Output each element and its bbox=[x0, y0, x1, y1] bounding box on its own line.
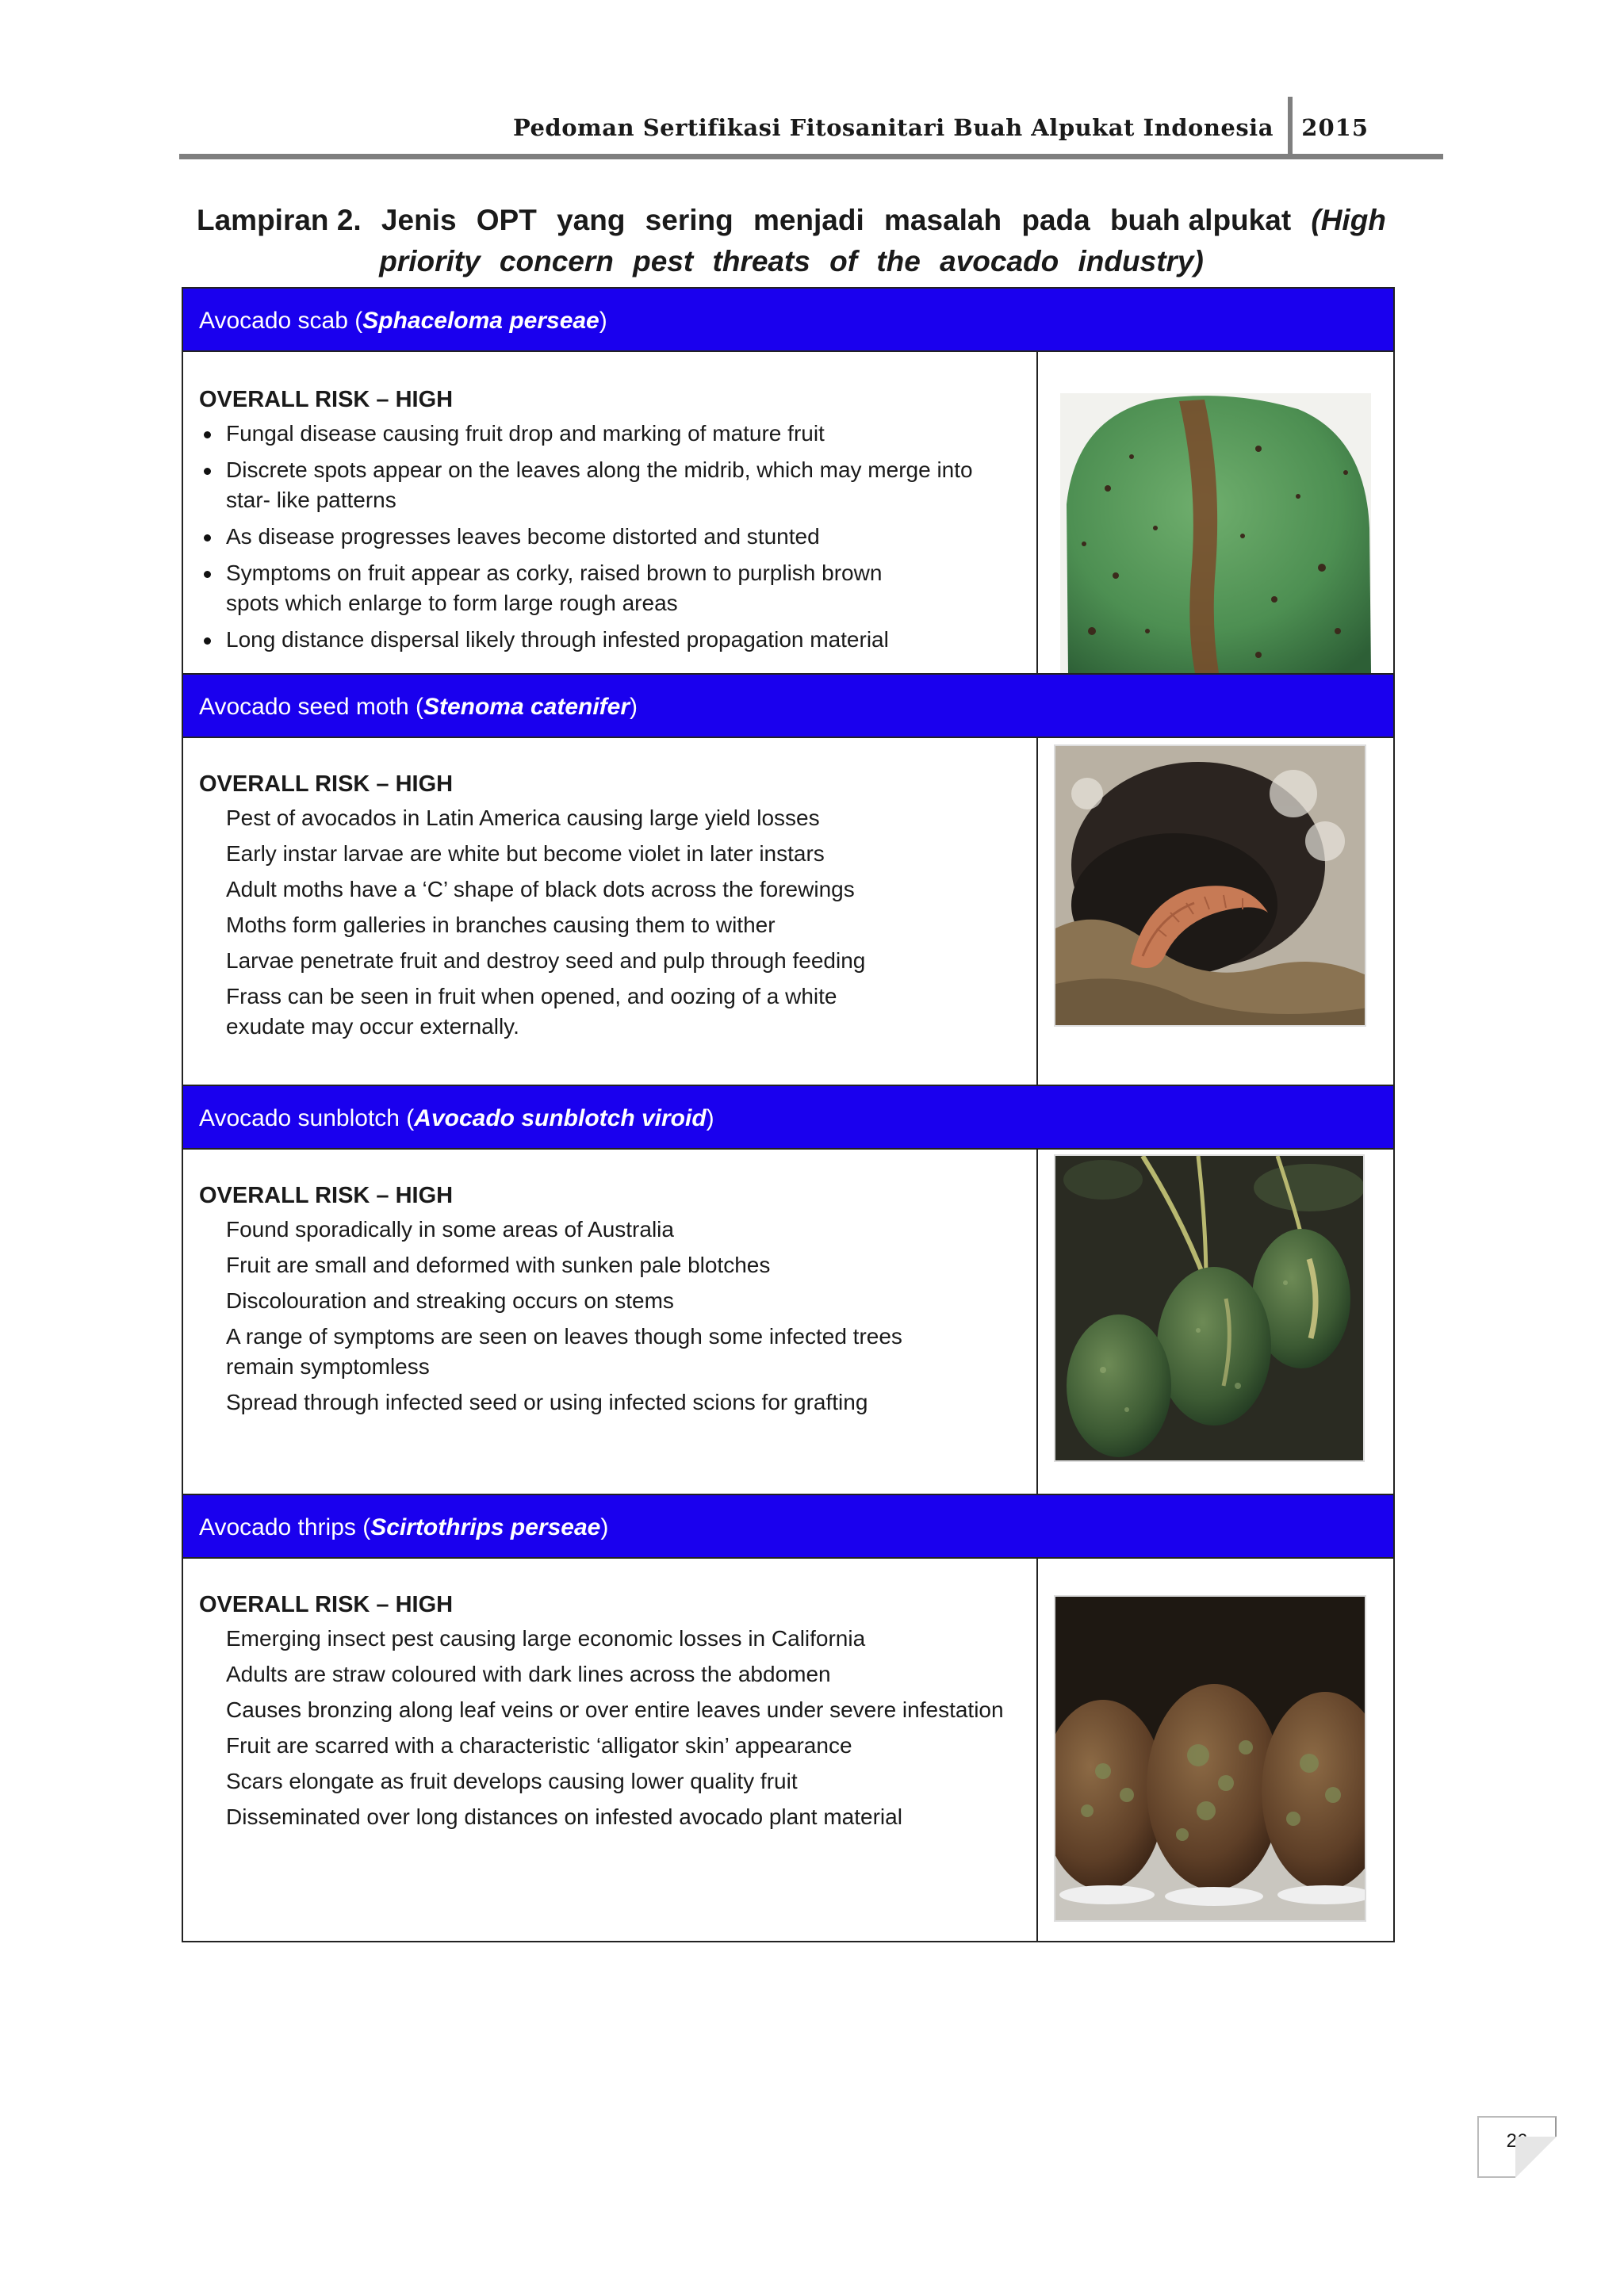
running-header bbox=[179, 97, 1443, 160]
pest-row-avocado-thrips bbox=[183, 1559, 1393, 1941]
pest-name-close: ) bbox=[706, 1105, 714, 1131]
heading-word: masalah bbox=[884, 204, 1002, 236]
pest-scientific-name: Sphaceloma perseae bbox=[362, 308, 599, 334]
pest-common-name: Avocado sunblotch ( bbox=[199, 1105, 415, 1131]
list-item: Frass can be seen in fruit when opened, and oozing of a white exudate may occur externally. bbox=[226, 984, 837, 1039]
pest-name-close: ) bbox=[600, 1514, 609, 1540]
pest-common-name: Avocado thrips ( bbox=[199, 1514, 371, 1540]
pest-photo-cell bbox=[1038, 352, 1393, 673]
heading-word: OPT bbox=[476, 204, 537, 236]
document-year: 2015 bbox=[1301, 114, 1369, 141]
list-item: Discrete spots appear on the leaves along the midrib, which may merge into star- like patterns bbox=[199, 455, 987, 515]
pest-description bbox=[183, 1559, 1038, 1941]
pest-photo-cell bbox=[1038, 738, 1393, 1085]
heading-word: menjadi bbox=[753, 204, 864, 236]
pest-header-avocado-seed-moth bbox=[183, 673, 1393, 738]
heading-word: buah alpukat bbox=[1109, 204, 1292, 236]
document-title: Pedoman Sertifikasi Fitosanitari Buah Alpukat Indonesia bbox=[512, 114, 1274, 141]
pest-table bbox=[182, 287, 1395, 1942]
pest-description bbox=[183, 738, 1038, 1085]
list-item: Adults are straw coloured with dark lines across the abdomen bbox=[226, 1662, 831, 1686]
pest-description bbox=[183, 1150, 1038, 1494]
pest-row-avocado-seed-moth bbox=[183, 738, 1393, 1085]
list-item: Long distance dispersal likely through infested propagation material bbox=[199, 625, 987, 655]
pest-scientific-name: Scirtothrips perseae bbox=[370, 1514, 601, 1540]
list-item: Adult moths have a ‘C’ shape of black dots across the forewings bbox=[226, 877, 855, 901]
appendix-heading-line2: priority concern pest threats of the avocado industry) bbox=[379, 245, 1204, 277]
pest-common-name: Avocado scab ( bbox=[199, 308, 363, 334]
heading-word: (High bbox=[1311, 204, 1386, 236]
risk-level: OVERALL RISK – HIGH bbox=[199, 771, 454, 797]
list-item: As disease progresses leaves become distorted and stunted bbox=[199, 522, 987, 552]
heading-word: pada bbox=[1021, 204, 1090, 236]
list-item: Moths form galleries in branches causing them to wither bbox=[226, 913, 776, 937]
pest-header-avocado-sunblotch bbox=[183, 1085, 1393, 1150]
symptom-list bbox=[199, 803, 1036, 1042]
list-item: Emerging insect pest causing large economic losses in California bbox=[226, 1626, 866, 1651]
symptom-list bbox=[199, 1215, 1036, 1418]
symptom-list bbox=[199, 1624, 1036, 1832]
list-item: Pest of avocados in Latin America causing large yield losses bbox=[226, 806, 820, 830]
pest-description bbox=[183, 352, 1038, 673]
appendix-heading bbox=[197, 200, 1386, 282]
risk-level: OVERALL RISK – HIGH bbox=[199, 1183, 454, 1208]
risk-level: OVERALL RISK – HIGH bbox=[199, 387, 454, 412]
list-item: Spread through infected seed or using infected scions for grafting bbox=[226, 1390, 868, 1414]
pest-header-avocado-scab bbox=[183, 287, 1393, 352]
thrips-scarred-fruit-photo bbox=[1054, 1595, 1366, 1922]
list-item: Discolouration and streaking occurs on stems bbox=[226, 1288, 674, 1313]
list-item: Found sporadically in some areas of Australia bbox=[226, 1217, 674, 1242]
header-rule bbox=[179, 154, 1443, 159]
list-item: Causes bronzing along leaf veins or over entire leaves under severe infestation bbox=[226, 1697, 1004, 1722]
list-item: Fungal disease causing fruit drop and marking of mature fruit bbox=[199, 419, 987, 449]
pest-name-close: ) bbox=[630, 694, 638, 720]
list-item: Symptoms on fruit appear as corky, raised brown to purplish brown spots which enlarge to form large rough areas bbox=[199, 558, 940, 618]
list-item: Disseminated over long distances on infested avocado plant material bbox=[226, 1804, 902, 1829]
heading-word: yang bbox=[557, 204, 626, 236]
pest-common-name: Avocado seed moth ( bbox=[199, 694, 423, 720]
pest-name-close: ) bbox=[599, 308, 607, 334]
heading-word: Lampiran 2. bbox=[197, 204, 362, 236]
heading-word: Jenis bbox=[381, 204, 457, 236]
list-item: Fruit are scarred with a characteristic ‘alligator skin’ appearance bbox=[226, 1733, 852, 1758]
list-item: Fruit are small and deformed with sunken pale blotches bbox=[226, 1253, 771, 1277]
list-item: Early instar larvae are white but become violet in later instars bbox=[226, 841, 825, 866]
pest-photo-cell bbox=[1038, 1559, 1393, 1941]
avocado-scab-photo bbox=[1060, 393, 1371, 673]
risk-level: OVERALL RISK – HIGH bbox=[199, 1592, 454, 1617]
pest-scientific-name: Stenoma catenifer bbox=[423, 694, 630, 720]
pest-photo-cell bbox=[1038, 1150, 1393, 1494]
pest-row-avocado-sunblotch bbox=[183, 1150, 1393, 1494]
list-item: Scars elongate as fruit develops causing lower quality fruit bbox=[226, 1769, 798, 1793]
symptom-list bbox=[199, 419, 1036, 655]
appendix-heading-line1 bbox=[197, 200, 1386, 241]
sunblotch-fruit-photo bbox=[1054, 1154, 1365, 1462]
seed-moth-larva-photo bbox=[1054, 744, 1366, 1027]
list-item: A range of symptoms are seen on leaves though some infected trees remain symptomless bbox=[226, 1324, 902, 1379]
pest-scientific-name: Avocado sunblotch viroid bbox=[414, 1105, 707, 1131]
heading-word: sering bbox=[645, 204, 733, 236]
header-separator bbox=[1288, 97, 1293, 157]
pest-header-avocado-thrips bbox=[183, 1494, 1393, 1559]
page-number: 26 bbox=[1477, 2116, 1557, 2178]
list-item: Larvae penetrate fruit and destroy seed and pulp through feeding bbox=[226, 948, 866, 973]
pest-row-avocado-scab bbox=[183, 352, 1393, 673]
